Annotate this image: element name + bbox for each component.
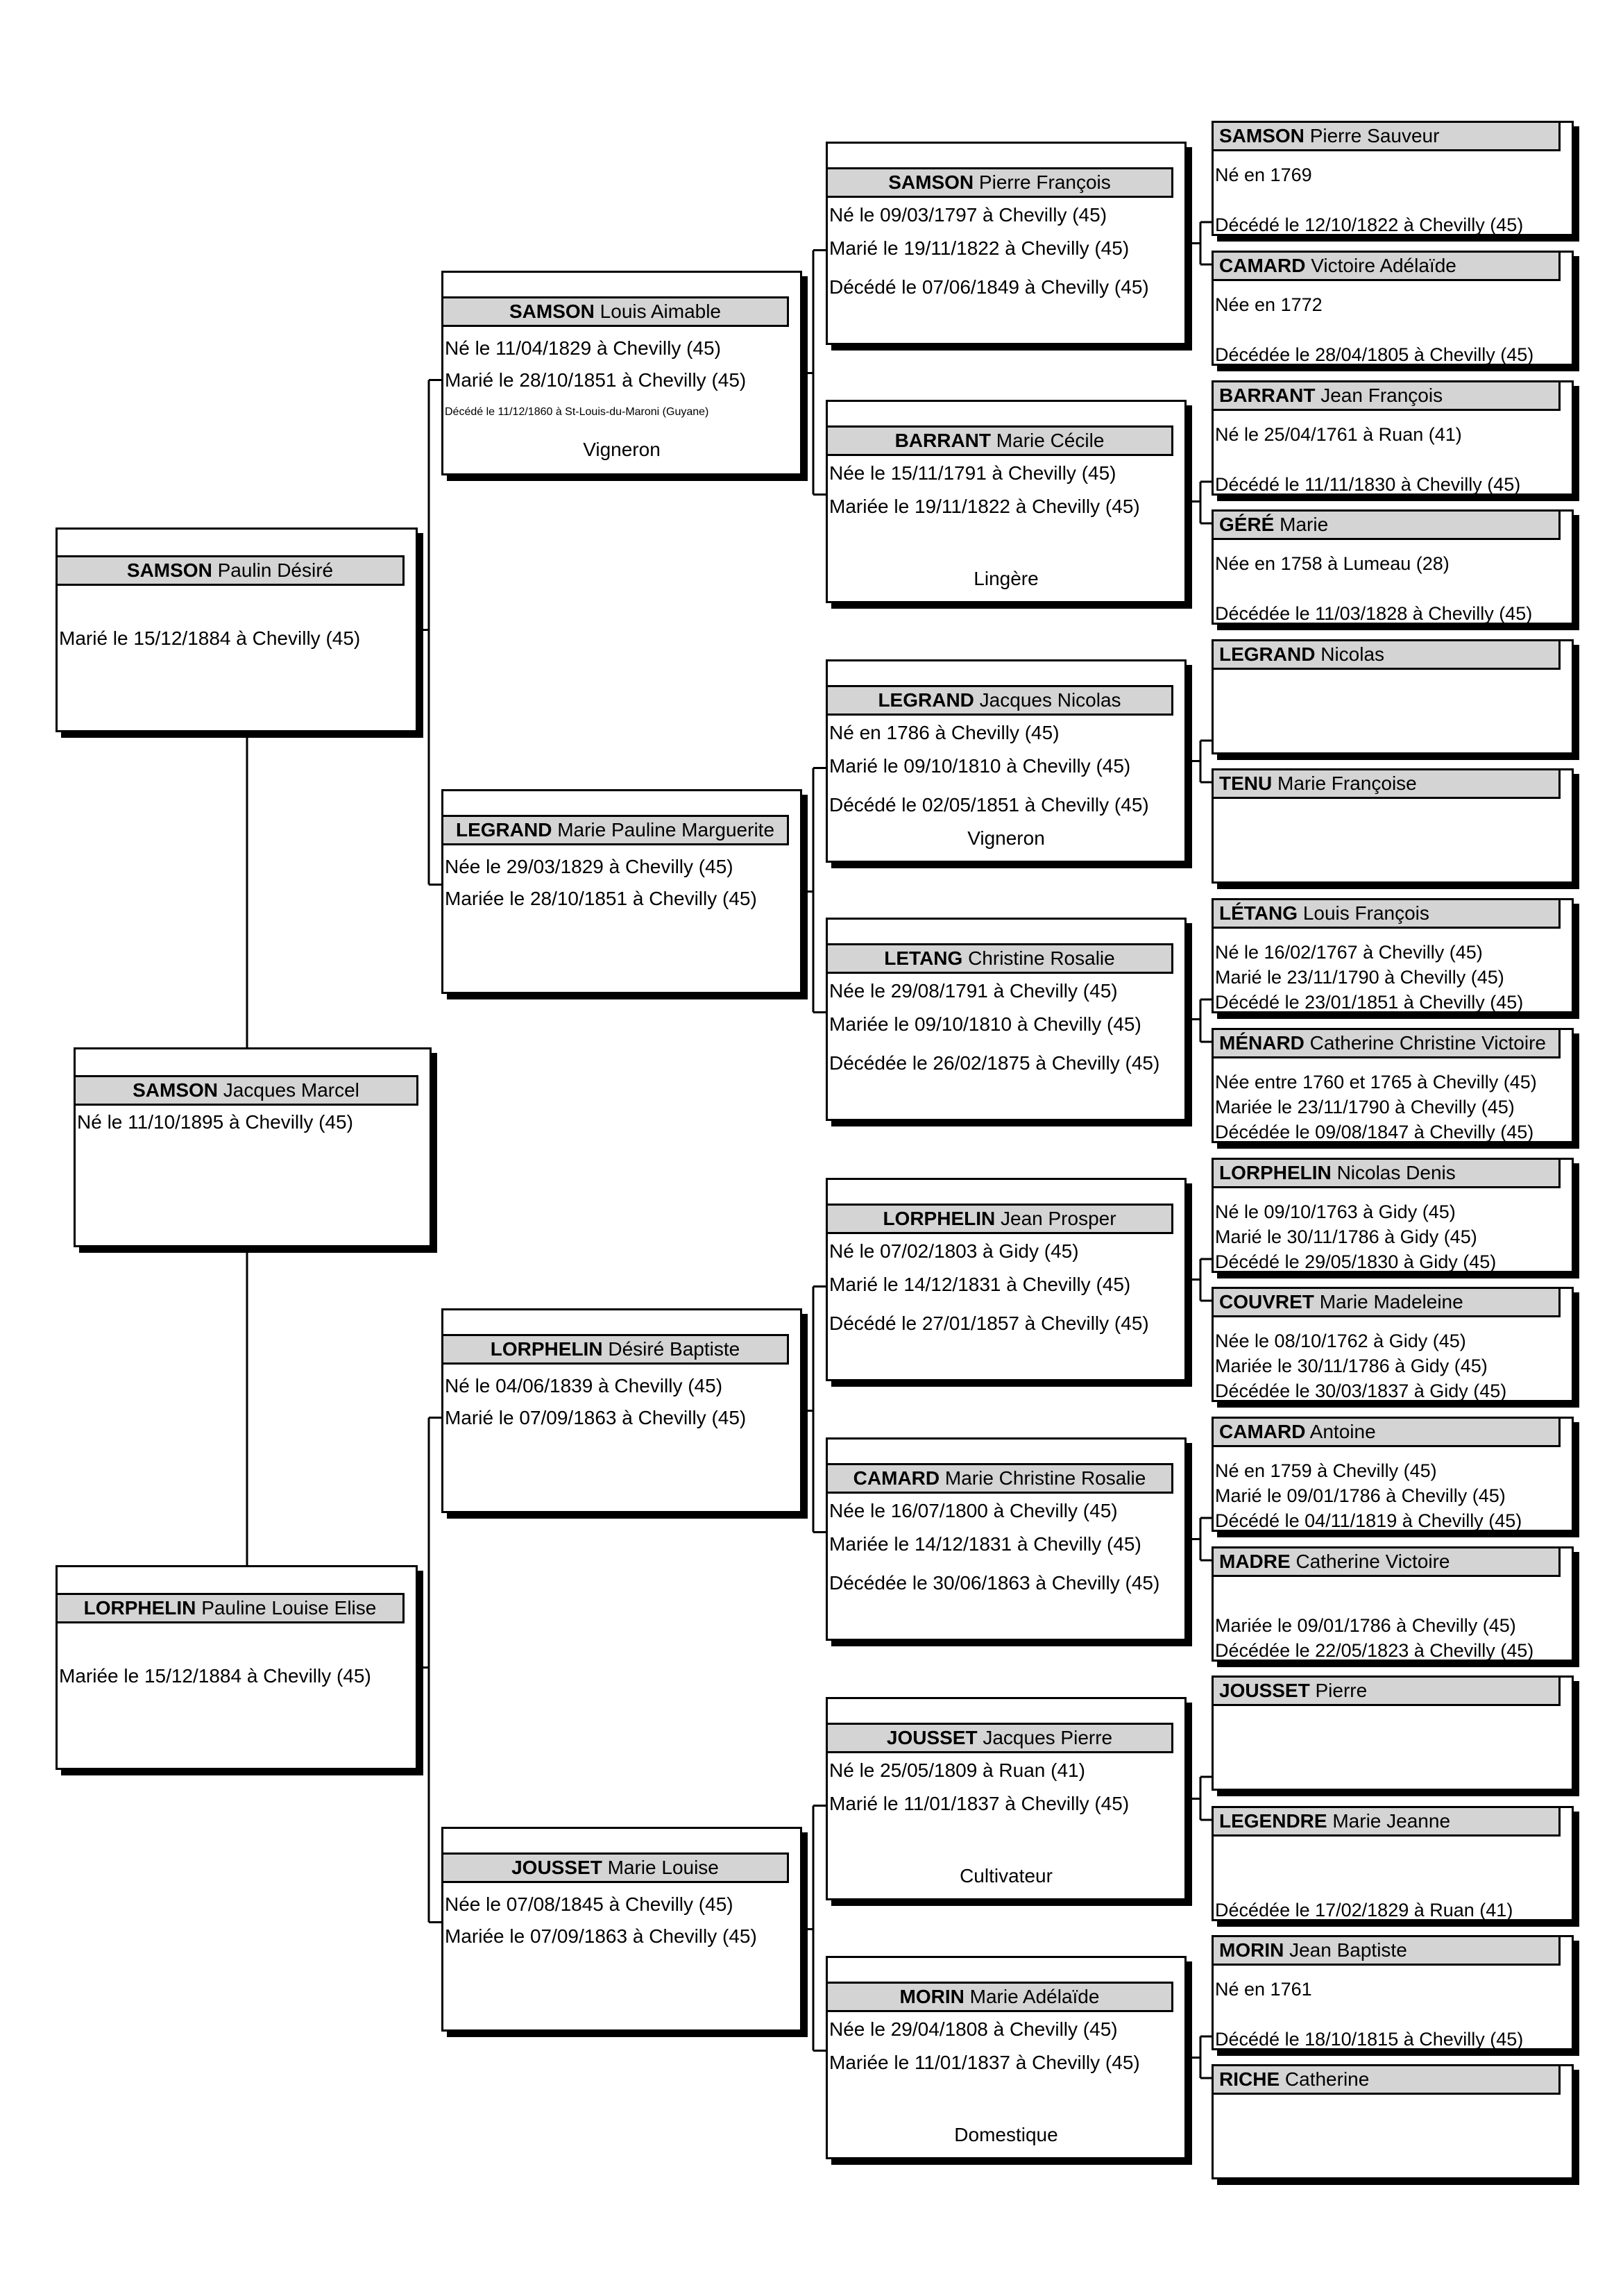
given-names: Catherine Victoire	[1295, 1551, 1450, 1572]
person-name-header	[1212, 898, 1561, 929]
person-box-p26[interactable]	[1212, 1417, 1574, 1532]
person-name-header	[826, 167, 1173, 198]
given-names: Jacques Marcel	[223, 1079, 359, 1101]
person-box-p18[interactable]	[1212, 380, 1574, 496]
person-name-header	[1212, 509, 1561, 540]
person-detail-line: Décédé le 27/01/1857 à Chevilly (45)	[829, 1312, 1149, 1334]
surname: BARRANT	[1219, 385, 1316, 406]
person-name-header	[74, 1075, 418, 1106]
person-box-p23[interactable]	[1212, 1028, 1574, 1143]
person-name-header	[1212, 380, 1561, 411]
surname: MÉNARD	[1219, 1032, 1305, 1054]
given-names: Désiré Baptiste	[608, 1338, 740, 1360]
surname: CAMARD	[1219, 1421, 1306, 1442]
surname: LORPHELIN	[883, 1208, 996, 1229]
person-detail-line: Né en 1761	[1215, 1979, 1312, 2000]
given-names: Marie Cécile	[996, 430, 1105, 451]
person-box-p22[interactable]	[1212, 898, 1574, 1013]
person-box-p3[interactable]	[56, 1565, 418, 1770]
surname: LORPHELIN	[1219, 1162, 1332, 1183]
person-detail-line: Marié le 14/12/1831 à Chevilly (45)	[829, 1274, 1131, 1295]
person-box-p2[interactable]	[56, 527, 418, 732]
surname: SAMSON	[126, 559, 212, 581]
person-detail-line: Né le 07/02/1803 à Gidy (45)	[829, 1240, 1079, 1262]
surname: LORPHELIN	[490, 1338, 603, 1360]
person-box-p28[interactable]	[1212, 1675, 1574, 1791]
person-detail-line: Né en 1786 à Chevilly (45)	[829, 722, 1060, 743]
given-names: Marie Françoise	[1277, 773, 1417, 794]
surname: CAMARD	[1219, 255, 1306, 276]
person-detail-line: Marié le 15/12/1884 à Chevilly (45)	[59, 627, 361, 649]
given-names: Marie Jeanne	[1332, 1810, 1451, 1832]
person-box-p25[interactable]	[1212, 1287, 1574, 1402]
person-box-p19[interactable]	[1212, 509, 1574, 625]
surname: CAMARD	[853, 1467, 940, 1489]
person-box-p20[interactable]	[1212, 639, 1574, 754]
person-name-header	[1212, 251, 1561, 281]
person-detail-line: Marié le 19/11/1822 à Chevilly (45)	[829, 237, 1130, 259]
person-box-p9[interactable]	[826, 400, 1187, 603]
person-name-header	[1212, 1935, 1561, 1966]
given-names: Jean Prosper	[1001, 1208, 1116, 1229]
given-names: Marie Madeleine	[1319, 1291, 1463, 1312]
person-detail-line: Né en 1769	[1215, 164, 1312, 185]
person-box-p12[interactable]	[826, 1178, 1187, 1381]
person-name-header	[1212, 768, 1561, 799]
person-name-header	[826, 425, 1173, 456]
person-detail-line: Domestique	[954, 2124, 1058, 2145]
person-detail-line: Décédé le 11/12/1860 à St-Louis-du-Maroni (Guyane)	[445, 406, 709, 418]
person-box-p14[interactable]	[826, 1697, 1187, 1900]
surname: TENU	[1219, 773, 1273, 794]
person-detail-line: Née le 15/11/1791 à Chevilly (45)	[829, 462, 1116, 484]
person-name-header	[826, 1982, 1173, 2012]
surname: LORPHELIN	[83, 1597, 196, 1619]
person-box-p16[interactable]	[1212, 121, 1574, 236]
person-detail-line: Décédé le 29/05/1830 à Gidy (45)	[1215, 1251, 1497, 1272]
person-detail-line: Mariée le 11/01/1837 à Chevilly (45)	[829, 2052, 1140, 2073]
person-detail-line: Décédée le 17/02/1829 à Ruan (41)	[1215, 1900, 1513, 1921]
person-name-header	[826, 943, 1173, 974]
person-detail-line: Décédé le 18/10/1815 à Chevilly (45)	[1215, 2029, 1524, 2050]
person-detail-line: Décédée le 30/03/1837 à Gidy (45)	[1215, 1381, 1507, 1401]
surname: BARRANT	[894, 430, 992, 451]
person-name-header	[826, 685, 1173, 716]
person-detail-line: Né le 16/02/1767 à Chevilly (45)	[1215, 942, 1483, 963]
given-names: Marie	[1280, 514, 1329, 535]
given-names: Jean François	[1320, 385, 1443, 406]
person-name-header	[1212, 1287, 1561, 1317]
person-name-header	[441, 296, 789, 327]
person-detail-line: Mariée le 14/12/1831 à Chevilly (45)	[829, 1533, 1141, 1555]
person-detail-line: Décédée le 28/04/1805 à Chevilly (45)	[1215, 344, 1534, 365]
surname: MORIN	[899, 1986, 965, 2007]
given-names: Nicolas Denis	[1336, 1162, 1456, 1183]
person-detail-line: Née le 29/03/1829 à Chevilly (45)	[445, 856, 733, 877]
person-detail-line: Née le 16/07/1800 à Chevilly (45)	[829, 1500, 1118, 1521]
person-detail-line: Mariée le 23/11/1790 à Chevilly (45)	[1215, 1097, 1515, 1117]
person-detail-line: Marié le 07/09/1863 à Chevilly (45)	[445, 1407, 747, 1428]
surname: SAMSON	[888, 171, 974, 193]
person-box-p31[interactable]	[1212, 2064, 1574, 2179]
person-box-p30[interactable]	[1212, 1935, 1574, 2050]
person-name-header	[1212, 121, 1561, 151]
surname: SAMSON	[509, 301, 595, 322]
person-detail-line: Né le 25/05/1809 à Ruan (41)	[829, 1759, 1085, 1781]
given-names: Louis Aimable	[600, 301, 722, 322]
person-detail-line: Décédé le 12/10/1822 à Chevilly (45)	[1215, 214, 1524, 235]
person-detail-line: Née en 1772	[1215, 294, 1323, 315]
person-detail-line: Décédé le 11/11/1830 à Chevilly (45)	[1215, 474, 1521, 495]
given-names: Catherine Christine Victoire	[1309, 1032, 1546, 1054]
given-names: Louis François	[1302, 902, 1429, 924]
surname: GÉRÉ	[1219, 514, 1275, 535]
person-detail-line: Mariée le 30/11/1786 à Gidy (45)	[1215, 1356, 1488, 1376]
given-names: Nicolas	[1320, 643, 1385, 665]
given-names: Jacques Pierre	[983, 1727, 1113, 1748]
person-detail-line: Décédée le 30/06/1863 à Chevilly (45)	[829, 1572, 1160, 1594]
person-detail-line: Né le 04/06/1839 à Chevilly (45)	[445, 1375, 723, 1396]
person-box-p29[interactable]	[1212, 1806, 1574, 1921]
given-names: Jacques Nicolas	[979, 689, 1121, 711]
person-name-header	[1212, 1028, 1561, 1058]
person-detail-line: Décédé le 23/01/1851 à Chevilly (45)	[1215, 992, 1524, 1013]
person-box-p21[interactable]	[1212, 768, 1574, 884]
given-names: Christine Rosalie	[968, 947, 1115, 969]
surname: LEGRAND	[1219, 643, 1316, 665]
person-detail-line: Né le 09/03/1797 à Chevilly (45)	[829, 204, 1107, 226]
given-names: Antoine	[1309, 1421, 1376, 1442]
person-box-p1[interactable]	[74, 1047, 432, 1247]
surname: MADRE	[1219, 1551, 1291, 1572]
surname: JOUSSET	[886, 1727, 978, 1748]
person-detail-line: Né en 1759 à Chevilly (45)	[1215, 1460, 1437, 1481]
person-name-header	[1212, 639, 1561, 670]
surname: LEGRAND	[455, 819, 552, 841]
person-box-p15[interactable]	[826, 1956, 1187, 2159]
person-box-p6[interactable]	[441, 1308, 802, 1513]
person-detail-line: Né le 11/10/1895 à Chevilly (45)	[77, 1111, 353, 1133]
person-detail-line: Marié le 11/01/1837 à Chevilly (45)	[829, 1793, 1130, 1814]
person-detail-line: Mariée le 07/09/1863 à Chevilly (45)	[445, 1925, 757, 1947]
person-box-p5[interactable]	[441, 789, 802, 994]
surname: LEGRAND	[878, 689, 974, 711]
person-name-header	[1212, 2064, 1561, 2095]
given-names: Catherine	[1284, 2068, 1370, 2090]
person-detail-line: Décédée le 22/05/1823 à Chevilly (45)	[1215, 1640, 1534, 1661]
person-box-p24[interactable]	[1212, 1158, 1574, 1273]
person-detail-line: Marié le 09/10/1810 à Chevilly (45)	[829, 755, 1131, 777]
person-detail-line: Née le 29/08/1791 à Chevilly (45)	[829, 980, 1118, 1002]
person-detail-line: Décédé le 04/11/1819 à Chevilly (45)	[1215, 1510, 1522, 1531]
person-detail-line: Mariée le 19/11/1822 à Chevilly (45)	[829, 496, 1140, 517]
person-name-header	[826, 1204, 1173, 1234]
person-box-p27[interactable]	[1212, 1546, 1574, 1662]
given-names: Pierre Sauveur	[1309, 125, 1440, 146]
surname: COUVRET	[1219, 1291, 1314, 1312]
given-names: Pierre François	[978, 171, 1111, 193]
person-detail-line: Marié le 23/11/1790 à Chevilly (45)	[1215, 967, 1504, 988]
person-box-p8[interactable]	[826, 142, 1187, 345]
person-name-header	[441, 1334, 789, 1365]
person-detail-line: Marié le 30/11/1786 à Gidy (45)	[1215, 1226, 1477, 1247]
person-detail-line: Née en 1758 à Lumeau (28)	[1215, 553, 1450, 574]
person-detail-line: Né le 25/04/1761 à Ruan (41)	[1215, 424, 1462, 445]
person-name-header	[441, 1852, 789, 1883]
person-name-header	[56, 1593, 405, 1623]
person-detail-line: Mariée le 09/10/1810 à Chevilly (45)	[829, 1013, 1141, 1035]
person-detail-line: Né le 11/04/1829 à Chevilly (45)	[445, 337, 721, 359]
person-detail-line: Marié le 28/10/1851 à Chevilly (45)	[445, 369, 747, 391]
surname: LETANG	[884, 947, 963, 969]
surname: JOUSSET	[1219, 1680, 1310, 1701]
person-detail-line: Mariée le 15/12/1884 à Chevilly (45)	[59, 1665, 371, 1687]
person-name-header	[1212, 1417, 1561, 1447]
person-box-p10[interactable]	[826, 659, 1187, 863]
given-names: Marie Christine Rosalie	[944, 1467, 1146, 1489]
surname: SAMSON	[1219, 125, 1305, 146]
person-name-header	[441, 815, 789, 845]
person-detail-line: Décédée le 09/08/1847 à Chevilly (45)	[1215, 1122, 1534, 1142]
person-name-header	[1212, 1806, 1561, 1837]
given-names: Marie Louise	[607, 1857, 719, 1878]
person-box-p17[interactable]	[1212, 251, 1574, 366]
person-box-p7[interactable]	[441, 1827, 802, 2032]
surname: LEGENDRE	[1219, 1810, 1327, 1832]
person-detail-line: Née entre 1760 et 1765 à Chevilly (45)	[1215, 1072, 1537, 1092]
person-name-header	[56, 555, 405, 586]
person-name-header	[826, 1463, 1173, 1494]
person-detail-line: Vigneron	[583, 439, 661, 460]
person-box-p13[interactable]	[826, 1437, 1187, 1641]
person-detail-line: Mariée le 09/01/1786 à Chevilly (45)	[1215, 1615, 1516, 1636]
surname: LÉTANG	[1219, 902, 1298, 924]
surname: MORIN	[1219, 1939, 1284, 1961]
person-detail-line: Née le 08/10/1762 à Gidy (45)	[1215, 1331, 1466, 1351]
person-detail-line: Lingère	[974, 568, 1039, 589]
given-names: Victoire Adélaïde	[1311, 255, 1456, 276]
person-detail-line: Vigneron	[967, 827, 1045, 849]
person-name-header	[826, 1723, 1173, 1753]
surname: JOUSSET	[511, 1857, 602, 1878]
person-detail-line: Marié le 09/01/1786 à Chevilly (45)	[1215, 1485, 1506, 1506]
person-detail-line: Décédé le 02/05/1851 à Chevilly (45)	[829, 794, 1149, 816]
person-detail-line: Décédée le 11/03/1828 à Chevilly (45)	[1215, 603, 1533, 624]
surname: RICHE	[1219, 2068, 1280, 2090]
person-detail-line: Mariée le 28/10/1851 à Chevilly (45)	[445, 888, 757, 909]
given-names: Pierre	[1315, 1680, 1368, 1701]
person-detail-line: Décédée le 26/02/1875 à Chevilly (45)	[829, 1052, 1160, 1074]
person-detail-line: Né le 09/10/1763 à Gidy (45)	[1215, 1201, 1456, 1222]
given-names: Jean Baptiste	[1289, 1939, 1407, 1961]
given-names: Paulin Désiré	[217, 559, 334, 581]
person-detail-line: Cultivateur	[960, 1865, 1053, 1886]
person-box-p4[interactable]	[441, 271, 802, 475]
person-detail-line: Née le 07/08/1845 à Chevilly (45)	[445, 1893, 733, 1915]
given-names: Marie Pauline Marguerite	[557, 819, 775, 841]
given-names: Marie Adélaïde	[969, 1986, 1100, 2007]
surname: SAMSON	[133, 1079, 219, 1101]
given-names: Pauline Louise Elise	[201, 1597, 377, 1619]
person-name-header	[1212, 1158, 1561, 1188]
person-box-p11[interactable]	[826, 918, 1187, 1121]
person-detail-line: Née le 29/04/1808 à Chevilly (45)	[829, 2018, 1118, 2040]
person-name-header	[1212, 1546, 1561, 1577]
person-name-header	[1212, 1675, 1561, 1706]
person-detail-line: Décédé le 07/06/1849 à Chevilly (45)	[829, 276, 1149, 298]
